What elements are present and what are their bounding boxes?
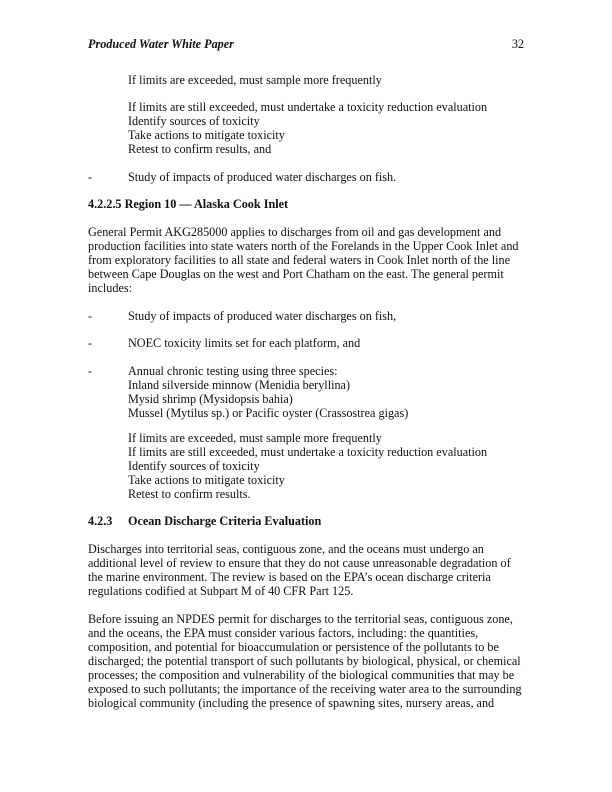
paragraph-line: exposed to such pollutants; the importance of the receiving water area to the surrounding (88, 682, 522, 696)
paragraph-line: biological community (including the presence of spawning sites, nursery areas, and (88, 696, 495, 710)
action-line: Identify sources of toxicity (128, 459, 260, 473)
text-line: If limits are exceeded, must sample more frequently (128, 73, 382, 87)
text-line: Identify sources of toxicity (128, 114, 260, 128)
action-line: Retest to confirm results. (128, 487, 251, 501)
paragraph-line: Discharges into territorial seas, contiguous zone, and the oceans must undergo an (88, 542, 484, 556)
paragraph-line: additional level of review to ensure that they do not cause unreasonable degradation of (88, 556, 511, 570)
species-line: Inland silverside minnow (Menidia beryllina) (128, 378, 351, 392)
action-line: If limits are exceeded, must sample more frequently (128, 431, 382, 445)
bullet-text: Annual chronic testing using three species: (128, 364, 338, 378)
text-line: If limits are still exceeded, must undertake a toxicity reduction evaluation (128, 100, 488, 114)
paragraph-line: between Cape Douglas on the west and Port Chatham on the east. The general permit (88, 267, 504, 281)
action-line: If limits are still exceeded, must undertake a toxicity reduction evaluation (128, 445, 488, 459)
section-heading: 4.2.2.5 Region 10 — Alaska Cook Inlet (88, 197, 289, 211)
species-line: Mussel (Mytilus sp.) or Pacific oyster (Crassostrea gigas) (128, 406, 409, 420)
section-number: 4.2.3 (88, 514, 113, 528)
running-title: Produced Water White Paper (88, 37, 234, 51)
paragraph-line: includes: (88, 281, 133, 295)
paragraph-line: from exploratory facilities to all state and federal waters in Cook Inlet north of the line (88, 253, 511, 267)
species-line: Mysid shrimp (Mysidopsis bahia) (128, 392, 293, 406)
bullet-text: Study of impacts of produced water discharges on fish. (128, 170, 397, 184)
text-line: Retest to confirm results, and (128, 142, 272, 156)
section-heading: Ocean Discharge Criteria Evaluation (128, 514, 322, 528)
paragraph-line: the marine environment. The review is based on the EPA’s ocean discharge criteria (88, 570, 491, 584)
paragraph-line: regulations codified at Subpart M of 40 CFR Part 125. (88, 584, 354, 598)
paragraph-line: discharged; the potential transport of such pollutants by biological, physical, or chemical (88, 654, 521, 668)
page-number: 32 (511, 37, 524, 51)
action-line: Take actions to mitigate toxicity (128, 473, 285, 487)
bullet-text: NOEC toxicity limits set for each platform, and (128, 336, 361, 350)
paragraph-line: composition, and potential for bioaccumulation or persistence of the pollutants to be (88, 640, 499, 654)
bullet-marker: - (88, 336, 93, 350)
paragraph-line: production facilities into state waters north of the Forelands in the Upper Cook Inlet and (88, 239, 519, 253)
paragraph-line: Before issuing an NPDES permit for discharges to the territorial seas, contiguous zone, (88, 612, 513, 626)
paragraph-line: and the oceans, the EPA must consider various factors, including: the quantities, (88, 626, 479, 640)
paragraph-line: General Permit AKG285000 applies to discharges from oil and gas development and (88, 225, 502, 239)
bullet-marker: - (88, 364, 93, 378)
bullet-text: Study of impacts of produced water discharges on fish, (128, 309, 397, 323)
text-line: Take actions to mitigate toxicity (128, 128, 285, 142)
paragraph-line: processes; the composition and vulnerability of the biological communities that may be (88, 668, 515, 682)
bullet-marker: - (88, 309, 93, 323)
bullet-marker: - (88, 170, 93, 184)
